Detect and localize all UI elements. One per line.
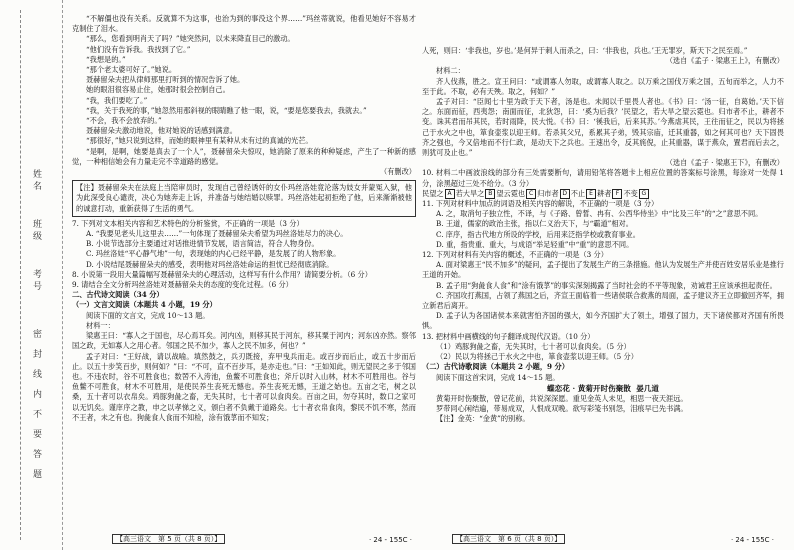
question-8: 8. 小说第一段用大量篇幅写聂赫留朵夫的心理活动，这样写有什么作用？请简要分析。（6 分） (72, 269, 372, 279)
option-b: B. 孟子用“狗彘食人食”和“涂有饿莩”的事实深刻揭露了当时社会的不平等现象，劝诫君王应该承担起责任。 (436, 280, 777, 290)
material-label: 材料一： (86, 320, 115, 330)
classical-text: 孟子对曰：“王好战，请以战喻。填然鼓之，兵刃既接，弃甲曳兵而走。或百步而后止，或五十步而后止。以五十步笑百步，则何如？”曰：“不可，直不百步耳，是亦走也。”曰：“王如知此，则无望民之多于邻国也。不违农时，谷不可胜食也；数罟不入洿池，鱼鳖不可胜食也；斧斤以时入山林，材木不可胜用也。谷与鱼鳖不可胜食，材木不可胜用，是使民养生丧死无憾也。养生丧死无憾，王道之始也。五亩之宅，树之以桑，五十者可以衣帛矣。鸡豚狗彘之畜，无失其时，七十者可以食肉矣。百亩之田，勿夺其时，数口之家可以无饥矣。谨庠序之教，申之以孝悌之义，颁白者不负戴于道路矣。七十者衣帛食肉，黎民不饥不寒，然而不王者，未之有也。狗彘食人食而不知检，涂有饿莩而不知发； (72, 351, 416, 422)
annotation-box (72, 180, 416, 217)
classical-text: 齐人伐燕，胜之。宣王问曰：“或谓寡人勿取，或谓寡人取之。以万乘之国伐万乘之国，五旬而举之，人力不至于此。不取，必有天殃。取之，何如？” (422, 76, 784, 96)
novel-paragraph: 聂赫留朵夫激动地说，他对她说的话感到满意。 (86, 126, 237, 136)
classical-text: 孟子对曰：“臣闻七十里为政于天下者，汤是也。未闻以千里畏人者也。《书》曰：‘汤一征，自葛始。’天下信之。东面而征，西夷怨；南面而征，北狄怨，曰：‘奚为后我？’民望之，若大旱之望云霓也。归市者不止，耕者不变。诛其君而吊其民，若时雨降，民大悦。《书》曰：‘徯我后，后来其苏。’今燕虐其民，王往而征之，民以为将拯己于水火之中也，箪食壶浆以迎王师。若杀其父兄，系累其子弟，毁其宗庙，迁其重器，如之何其可也？天下固畏齐之强也，今又倍地而不行仁政，是动天下之兵也。王速出令，反其旄倪，止其重器，谋于燕众，置君而后去之，则犹可及止也。” (422, 97, 784, 158)
source-note: （选自《孟子 · 梁惠王上》，有删改） (665, 56, 784, 66)
option-c: C. 庠序，指古代地方所设的学校，后用来泛指学校或教育事业。 (436, 229, 640, 239)
exam-code: · 24 - 155C · (368, 536, 412, 544)
poem-title: 蝶恋花 · 黄菊开时伤聚散 (547, 383, 631, 393)
segment: 归市者 (537, 188, 559, 198)
option-a: A. 之，取消句子独立性，不译，与《子路、曾皙、冉有、公西华侍坐》中“比及三年”的“之”意思不同。 (436, 209, 763, 219)
novel-paragraph: 聂赫留朵夫把从律师那里打听到的情况告诉了她。 (86, 75, 245, 85)
section-heading: 二、古代诗文阅读（34 分） (72, 290, 164, 300)
page-footer (112, 534, 225, 544)
novel-paragraph: “我想是的。” (86, 54, 126, 64)
binding-label: 答 (33, 450, 43, 460)
segment: 若大旱之 (455, 188, 485, 198)
novel-paragraph: “不解僵也没有关系。反就算不为这事，也治为到的事没这个界……”玛丝蒂就说，他看见她好不容易才克制住了泪水。 (72, 14, 416, 34)
option-d: D. 重，指贵重、重大，与成语“举足轻重”中“重”的意思不同。 (436, 239, 634, 249)
break-box[interactable]: E (586, 189, 596, 199)
segment: 不止 (570, 188, 586, 198)
option-a: A. “我要见老头儿这里去……”一句体现了聂赫留朵夫希望为玛丝洛娃尽力的决心。 (86, 229, 348, 239)
subsection-heading: （二）古代诗歌阅读（本题共 2 小题，9 分） (422, 362, 569, 372)
page-number: 【高三语文 第 5 页（共 8 页）】 (112, 534, 225, 544)
segment: 不变 (623, 188, 638, 198)
segment: 民望之 (422, 188, 444, 198)
instruction: 阅读下面这首宋词，完成 14～15 题。 (436, 372, 560, 382)
novel-paragraph: “不会，我不会放弃的。” (86, 116, 162, 126)
break-box[interactable]: F (612, 189, 622, 199)
poem-note: 【注】金英：“金黄”的别称。 (436, 414, 530, 424)
novel-paragraph: “他们没有告诉我。我找到了它。” (86, 44, 191, 54)
option-c: C. 玛丝洛娃“平心静气地”一句，表现她的内心已经平静，是发展了的人物形象。 (86, 249, 341, 259)
source-note: （有删改） (380, 167, 416, 177)
classical-text: 梁惠王曰：“寡人之于国也，尽心焉耳矣。河内凶，则移其民于河东，移其粟于河内；河东凶亦然。察邻国之政，无如寡人之用心者。邻国之民不加少，寡人之民不加多，何也？” (72, 331, 416, 351)
binding-label: 姓 (33, 170, 43, 180)
novel-paragraph: “我，我们要吃了。” (86, 95, 148, 105)
question-12: 12. 下列对材料有关内容的概述，不正确的一项是（3 分） (422, 250, 608, 260)
question-10: 10. 材料二中画波浪线的部分有三处需要断句，请用铅笔将答题卡上相应位置的答案标号涂黑，每涂对一处得 1 分，涂黑超过三处不给分。（3 分） (422, 168, 784, 188)
translation-item: （2）民以为将拯己于水火之中也，箪食壶浆以迎王师。（5 分） (436, 352, 638, 362)
binding-label: 线 (33, 370, 43, 380)
binding-label: 考 (33, 270, 43, 280)
material-label: 材料二： (436, 66, 465, 76)
subsection-heading: （一）文言文阅读（本题共 4 小题，19 分） (72, 300, 217, 310)
binding-label: 密 (33, 330, 43, 340)
question-7: 7. 下列对文本相关内容和艺术特色的分析鉴赏，不正确的一项是（3 分） (72, 218, 304, 228)
break-box[interactable]: A (445, 189, 455, 199)
binding-label: 不 (33, 410, 43, 420)
question-11: 11. 下列对材料中加点的词语及相关内容的解说，不正确的一项是（3 分） (422, 199, 659, 209)
classical-text: 人死，则曰：‘非我也，岁也。’是何异于刺人而杀之，曰：‘非我也，兵也。’王无罪岁，斯天下之民至焉。” (422, 46, 748, 55)
poem-stanza: 黄菊开时伤聚散，曾记花前，共说深深愿。重见金英人未见，相思一夜天涯远。 (436, 393, 688, 403)
left-column (72, 0, 416, 550)
break-box[interactable]: B (485, 189, 495, 199)
binding-label: 名 (33, 182, 43, 192)
question-9: 9. 请结合全文分析玛丝洛娃对聂赫留朵夫的态度的变化过程。（6 分） (72, 280, 293, 290)
sentence-break-line (422, 189, 784, 199)
novel-paragraph: “那个老太婆可好了。”她说。 (86, 65, 177, 75)
exam-code: · 24 - 155C · (730, 536, 774, 544)
option-d: D. 小说结尾聂赫留朵夫的感受，表明他对玛丝洛娃命运的担忧已经彻底消除。 (86, 259, 334, 269)
poem-stanza: 罗带同心闲结遍，带易成双，人恨成双晚。欲写彩笺书别怨，泪痕早已先书满。 (436, 403, 688, 413)
option-b: B. 王道，儒家的政治主张，指以仁义治天下，与“霸道”相对。 (436, 219, 633, 229)
option-b: B. 小说节选部分主要通过对话推进情节发展，语言简洁，符合人物身份。 (86, 239, 319, 249)
novel-paragraph: 她的眼泪很容易止住，她那时很会控制自己。 (86, 85, 230, 95)
seal-line (20, 10, 21, 540)
right-column (422, 0, 784, 550)
binding-label: 班 (33, 220, 43, 230)
option-d: D. 孟子认为各国诸侯本来就害怕齐国的强大，如今齐国扩大了领土，增强了国力，天下诸侯都对齐国有所畏惧。 (422, 311, 784, 331)
option-a: A. 面对梁惠王“民不加多”的疑问，孟子提出了发展生产的三条措施。他认为发展生产并使百姓安居乐业是推行王道的开始。 (422, 260, 784, 280)
break-box[interactable]: D (560, 189, 570, 199)
binding-label: 封 (33, 350, 43, 360)
annotation-text: 【注】聂赫留朵夫在法庭上当陪审员时，发现自己曾经诱奸的女仆玛丝洛娃竟沦落为妓女并蒙冤入狱，他为此深受良心谴责，决心为她奔走上诉，并准备与她结婚以赎罪。玛丝洛娃起初拒绝了他，后来渐渐被他的诚意打动，重新获得了生活的勇气。 (76, 183, 412, 213)
break-box[interactable]: G (639, 189, 649, 199)
break-box[interactable]: C (526, 189, 536, 199)
poem-title-line (422, 383, 784, 394)
binding-label: 内 (33, 390, 43, 400)
segment: 耕者 (597, 188, 612, 198)
binding-label: 级 (33, 232, 43, 242)
poem-author: 晏几道 (636, 383, 659, 393)
novel-paragraph: “我，关于我死的事，”她忽然用那斜视的眼睛瞧了他一眼，说，“要是您要我去，我就去。” (86, 105, 367, 115)
novel-paragraph: “那很好，”她只说到这样，而她的眼神里有某种从未有过的真诚的光芒。 (86, 136, 313, 146)
binding-label: 题 (33, 470, 43, 480)
question-13: 13. 把材料中画横线的句子翻译成现代汉语。（10 分） (422, 331, 595, 341)
source-note: （选自《孟子 · 梁惠王下》，有删改） (665, 158, 784, 168)
page-number: 【高三语文 第 6 页（共 8 页）】 (452, 534, 565, 544)
binding-label: 号 (33, 282, 43, 292)
page-footer (452, 534, 565, 544)
novel-paragraph: “是啊，是啊，她要是真去了一个人”，聂赫留朵夫惊叹，她消除了原来的种种疑虑，产生了一种新的感觉，一种相信她会有力量走完不幸道路的感觉。 (72, 146, 416, 166)
novel-paragraph: “那么，您看到明肖天了吗？”她突然问，以未来降直目己的激动。 (86, 34, 295, 44)
translation-item: （1）鸡豚狗彘之畜，无失其时，七十者可以食肉矣。（5 分） (436, 341, 631, 351)
binding-margin (0, 0, 63, 550)
binding-label: 要 (33, 430, 43, 440)
option-c: C. 齐国攻打燕国，占领了燕国之后，齐宣王面临着一些诸侯联合救燕的局面，孟子建议齐王立即撤回齐军，拥立新君后离开。 (422, 290, 784, 311)
segment: 望云霓也 (496, 188, 526, 198)
instruction: 阅读下面的文言文，完成 10～13 题。 (86, 310, 210, 320)
